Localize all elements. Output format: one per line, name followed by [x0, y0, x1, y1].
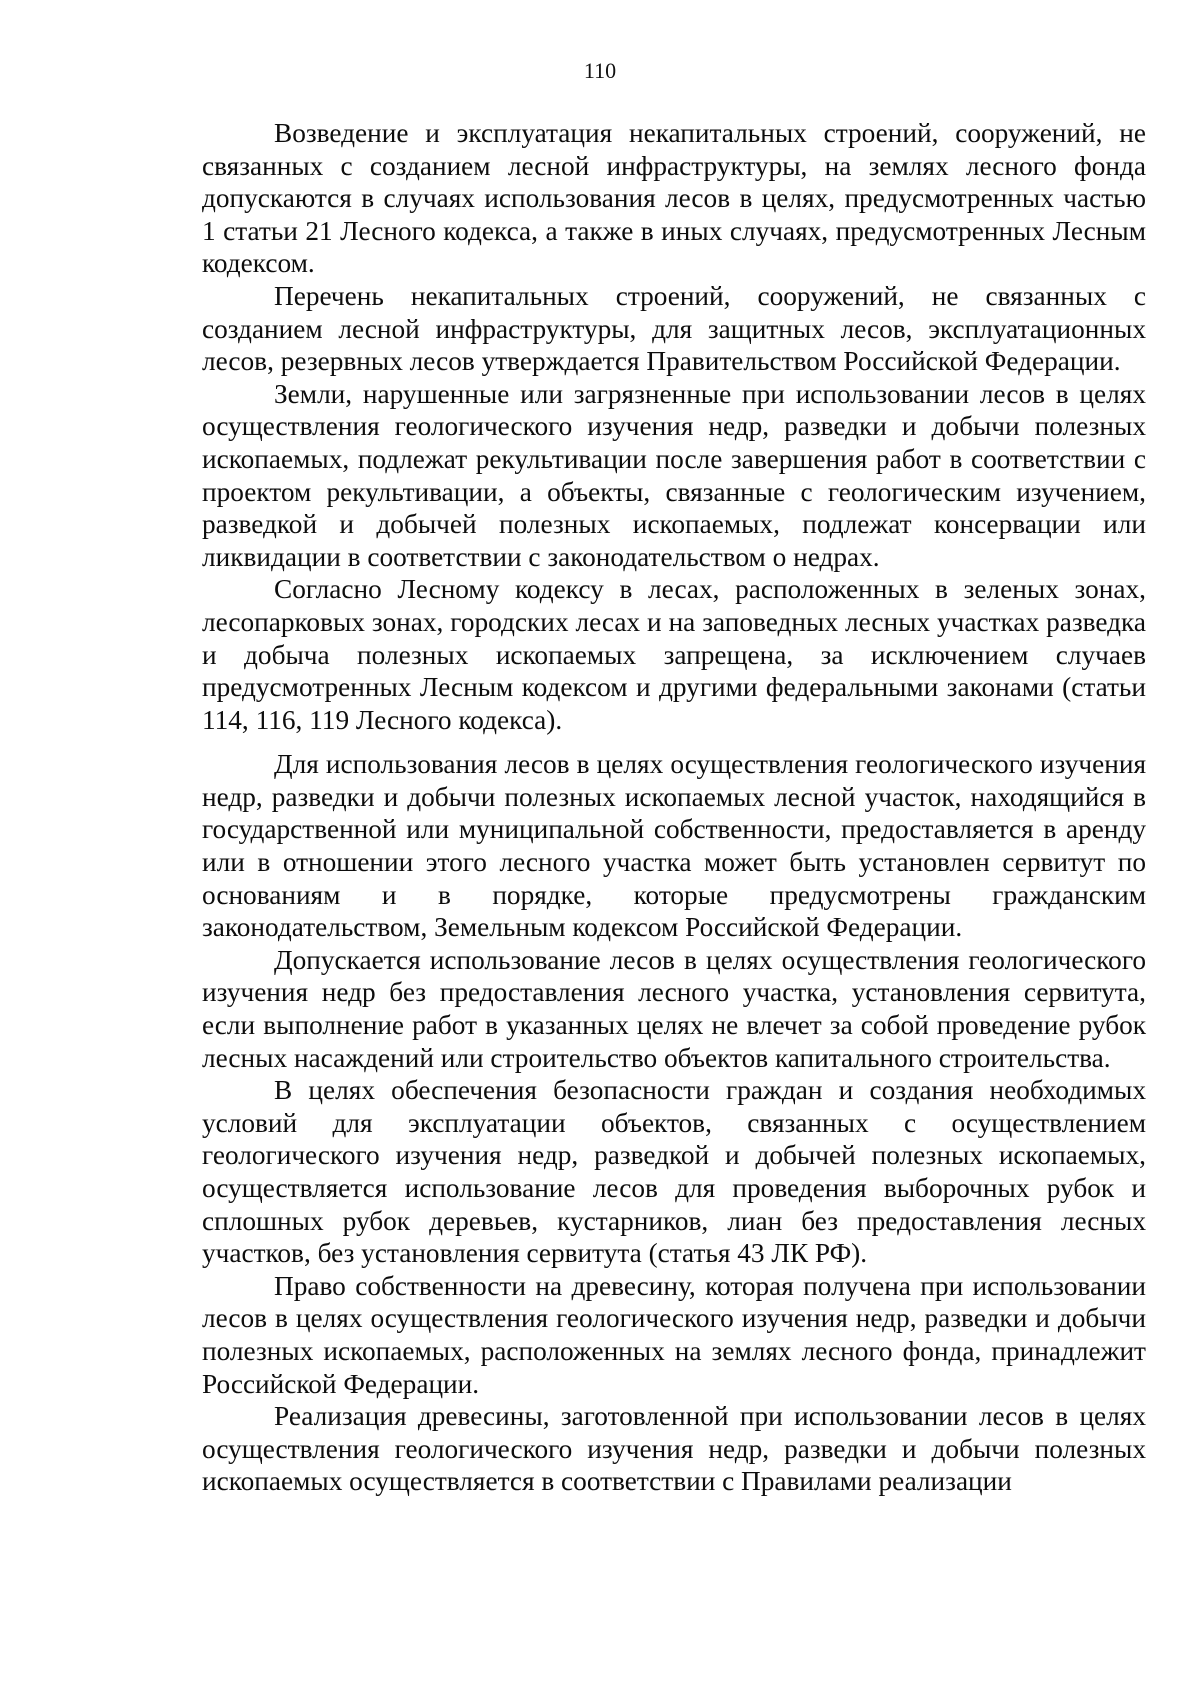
paragraph-mining-prohibition: Согласно Лесному кодексу в лесах, расположенных в зеленых зонах, лесопарковых зонах, городских лесах и на заповедных лесных участках разведка и добыча полезных ископаемых запрещена, за исключением случаев предусмотренных Лесным кодексом и другими федеральными законами (статьи 114, 116, 119 Лесного кодекса).: [202, 574, 1146, 735]
page-number: 110: [583, 58, 617, 83]
paragraph-timber-sale: Реализация древесины, заготовленной при использовании лесов в целях осуществления геологического изучения недр, разведки и добычи полезных ископаемых осуществляется в соответствии с Правилами реализации: [202, 1401, 1146, 1497]
paragraph-land-reclamation: Земли, нарушенные или загрязненные при использовании лесов в целях осуществления геологического изучения недр, разведки и добычи полезных ископаемых, подлежат рекультивации после завершения работ в соответствии с проектом рекультивации, а объекты, связанные с геологическим изучением, разведкой и добычей полезных ископаемых, подлежат консервации или ликвидации в соответствии с законодательством о недрах.: [202, 378, 1146, 572]
document-body: [202, 117, 1146, 1498]
paragraph-timber-ownership: Право собственности на древесину, которая получена при использовании лесов в целях осуществления геологического изучения недр, разведки и добычи полезных ископаемых, расположенных на землях лесного фонда, принадлежит Российской Федерации.: [202, 1270, 1146, 1399]
paragraph-use-without-lease: Допускается использование лесов в целях осуществления геологического изучения недр без предоставления лесного участка, установления сервитута, если выполнение работ в указанных целях не влечет за собой проведение рубок лесных насаждений или строительство объектов капитального строительства.: [202, 944, 1146, 1073]
paragraph-noncapital-structures: Возведение и эксплуатация некапитальных строений, сооружений, не связанных с созданием лесной инфраструктуры, на землях лесного фонда допускаются в случаях использования лесов в целях, предусмотренных частью 1 статьи 21 Лесного кодекса, а также в иных случаях, предусмотренных Лесным кодексом.: [202, 118, 1146, 279]
paragraph-lease-servitude: Для использования лесов в целях осуществления геологического изучения недр, разведки и добычи полезных ископаемых лесной участок, находящийся в государственной или муниципальной собственности, предоставляется в аренду или в отношении этого лесного участка может быть установлен сервитут по основаниям и в порядке, которые предусмотрены гражданским законодательством, Земельным кодексом Российской Федерации.: [202, 749, 1146, 943]
paragraph-structures-list: Перечень некапитальных строений, сооружений, не связанных с созданием лесной инфраструктуры, для защитных лесов, эксплуатационных лесов, резервных лесов утверждается Правительством Российской Федерации.: [202, 280, 1146, 377]
paragraph-safety-felling: В целях обеспечения безопасности граждан и создания необходимых условий для эксплуатации объектов, связанных с осуществлением геологического изучения недр, разведкой и добычей полезных ископаемых, осуществляется использование лесов для проведения выборочных рубок и сплошных рубок деревьев, кустарников, лиан без предоставления лесных участков, без установления сервитута (статья 43 ЛК РФ).: [202, 1075, 1146, 1269]
